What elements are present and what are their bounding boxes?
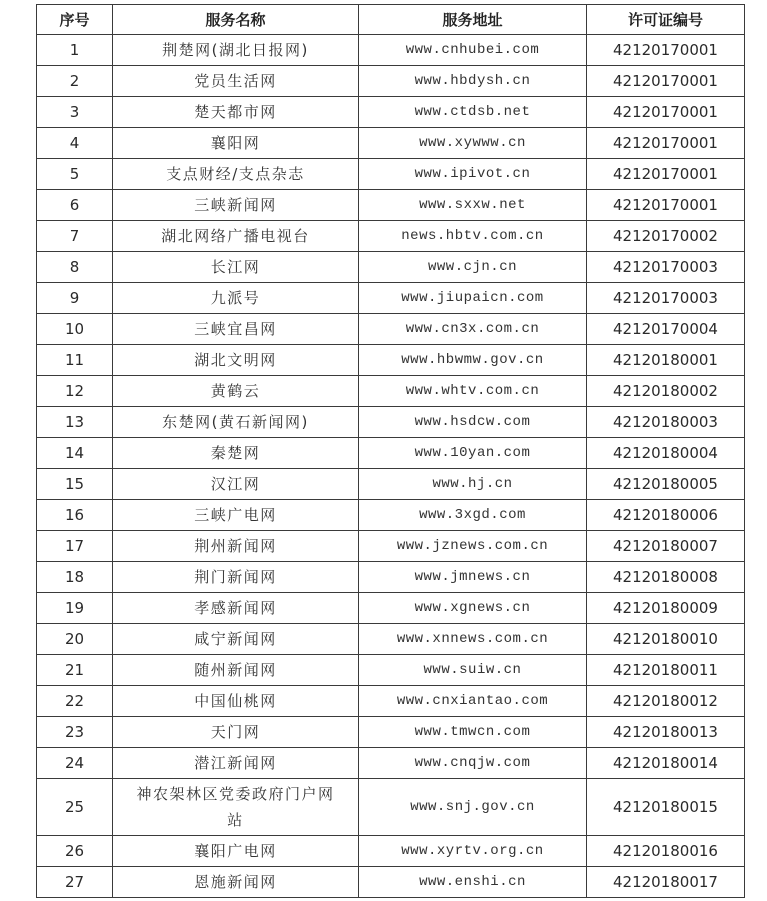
service-name-cell xyxy=(113,221,359,252)
header-service-name: 服务名称 xyxy=(113,5,359,35)
service-address-cell: www.xyrtv.org.cn xyxy=(359,836,587,867)
serial-cell: 5 xyxy=(37,159,113,190)
service-name-cell xyxy=(113,836,359,867)
service-address-cell: www.suiw.cn xyxy=(359,655,587,686)
table-row xyxy=(37,438,745,469)
service-license-table xyxy=(36,4,745,898)
table-row xyxy=(37,97,745,128)
license-number-cell: 42120170001 xyxy=(587,190,745,221)
service-name-text: 潜江新闻网 xyxy=(194,754,277,772)
serial-cell: 21 xyxy=(37,655,113,686)
service-address-cell: www.hj.cn xyxy=(359,469,587,500)
service-name-cell xyxy=(113,562,359,593)
service-name-cell xyxy=(113,128,359,159)
license-number-cell: 42120180011 xyxy=(587,655,745,686)
table-row xyxy=(37,867,745,898)
license-number-cell: 42120180005 xyxy=(587,469,745,500)
serial-cell: 4 xyxy=(37,128,113,159)
service-name-text: 荆楚网(湖北日报网) xyxy=(162,41,309,59)
license-number-cell: 42120180012 xyxy=(587,686,745,717)
serial-cell: 25 xyxy=(37,779,113,836)
service-address-cell: www.3xgd.com xyxy=(359,500,587,531)
service-address-cell: www.xnnews.com.cn xyxy=(359,624,587,655)
serial-cell: 3 xyxy=(37,97,113,128)
license-number-cell: 42120180016 xyxy=(587,836,745,867)
service-name-cell xyxy=(113,748,359,779)
service-name-cell xyxy=(113,593,359,624)
serial-cell: 2 xyxy=(37,66,113,97)
service-name-cell xyxy=(113,159,359,190)
table-row xyxy=(37,655,745,686)
service-name-text: 随州新闻网 xyxy=(194,661,277,679)
serial-cell: 11 xyxy=(37,345,113,376)
table-row xyxy=(37,469,745,500)
service-name-text: 楚天都市网 xyxy=(194,103,277,121)
serial-cell: 19 xyxy=(37,593,113,624)
service-address-cell: www.hbwmw.gov.cn xyxy=(359,345,587,376)
license-number-cell: 42120170001 xyxy=(587,66,745,97)
service-name-cell xyxy=(113,252,359,283)
service-name-text: 三峡宜昌网 xyxy=(194,320,277,338)
service-name-text: 中国仙桃网 xyxy=(194,692,277,710)
service-name-cell xyxy=(113,345,359,376)
serial-cell: 7 xyxy=(37,221,113,252)
table-row xyxy=(37,252,745,283)
table-row xyxy=(37,190,745,221)
service-name-text: 秦楚网 xyxy=(210,444,261,462)
service-address-cell: www.cnxiantao.com xyxy=(359,686,587,717)
table-row xyxy=(37,624,745,655)
table-row xyxy=(37,836,745,867)
service-address-cell: www.snj.gov.cn xyxy=(359,779,587,836)
service-name-text: 荆州新闻网 xyxy=(194,537,277,555)
service-address-cell: www.xgnews.cn xyxy=(359,593,587,624)
service-address-cell: www.hbdysh.cn xyxy=(359,66,587,97)
serial-cell: 6 xyxy=(37,190,113,221)
service-name-text: 神农架林区党委政府门户网站 xyxy=(136,785,335,829)
license-number-cell: 42120180002 xyxy=(587,376,745,407)
header-row xyxy=(37,5,745,35)
service-name-text: 党员生活网 xyxy=(194,72,277,90)
serial-cell: 15 xyxy=(37,469,113,500)
service-name-text: 支点财经/支点杂志 xyxy=(166,165,305,183)
serial-cell: 22 xyxy=(37,686,113,717)
service-address-cell: www.ctdsb.net xyxy=(359,97,587,128)
service-name-text: 襄阳广电网 xyxy=(194,842,277,860)
service-name-cell xyxy=(113,407,359,438)
table-row xyxy=(37,779,745,836)
service-name-text: 黄鹤云 xyxy=(210,382,261,400)
table-row xyxy=(37,500,745,531)
service-name-text: 恩施新闻网 xyxy=(194,873,277,891)
service-name-cell xyxy=(113,717,359,748)
service-name-text: 咸宁新闻网 xyxy=(194,630,277,648)
license-number-cell: 42120170003 xyxy=(587,283,745,314)
service-name-text: 东楚网(黄石新闻网) xyxy=(162,413,309,431)
serial-cell: 27 xyxy=(37,867,113,898)
serial-cell: 23 xyxy=(37,717,113,748)
table-row xyxy=(37,35,745,66)
service-name-text: 九派号 xyxy=(210,289,261,307)
service-name-text: 天门网 xyxy=(210,723,261,741)
service-name-text: 长江网 xyxy=(210,258,261,276)
license-number-cell: 42120180009 xyxy=(587,593,745,624)
table-row xyxy=(37,376,745,407)
license-number-cell: 42120180001 xyxy=(587,345,745,376)
service-name-cell xyxy=(113,686,359,717)
license-number-cell: 42120170001 xyxy=(587,97,745,128)
table-row xyxy=(37,407,745,438)
service-address-cell: www.jmnews.cn xyxy=(359,562,587,593)
service-name-cell xyxy=(113,314,359,345)
service-name-cell xyxy=(113,469,359,500)
table-row xyxy=(37,717,745,748)
license-number-cell: 42120180015 xyxy=(587,779,745,836)
service-address-cell: www.10yan.com xyxy=(359,438,587,469)
service-name-cell xyxy=(113,376,359,407)
table-row xyxy=(37,314,745,345)
license-number-cell: 42120170004 xyxy=(587,314,745,345)
license-number-cell: 42120180008 xyxy=(587,562,745,593)
service-name-cell xyxy=(113,35,359,66)
header-license-number: 许可证编号 xyxy=(587,5,745,35)
table-row xyxy=(37,686,745,717)
license-number-cell: 42120180013 xyxy=(587,717,745,748)
service-name-cell xyxy=(113,438,359,469)
service-name-text: 三峡新闻网 xyxy=(194,196,277,214)
service-name-text: 湖北文明网 xyxy=(194,351,277,369)
service-address-cell: www.xywww.cn xyxy=(359,128,587,159)
header-service-address: 服务地址 xyxy=(359,5,587,35)
service-name-cell xyxy=(113,867,359,898)
serial-cell: 24 xyxy=(37,748,113,779)
license-number-cell: 42120180017 xyxy=(587,867,745,898)
service-name-cell xyxy=(113,500,359,531)
service-name-text: 汉江网 xyxy=(210,475,261,493)
table-row xyxy=(37,562,745,593)
service-name-cell xyxy=(113,779,359,836)
license-number-cell: 42120180014 xyxy=(587,748,745,779)
service-name-cell xyxy=(113,66,359,97)
serial-cell: 18 xyxy=(37,562,113,593)
serial-cell: 26 xyxy=(37,836,113,867)
service-name-cell xyxy=(113,283,359,314)
service-name-text: 襄阳网 xyxy=(210,134,261,152)
service-address-cell: www.sxxw.net xyxy=(359,190,587,221)
serial-cell: 14 xyxy=(37,438,113,469)
table-row xyxy=(37,66,745,97)
serial-cell: 17 xyxy=(37,531,113,562)
serial-cell: 16 xyxy=(37,500,113,531)
table-row xyxy=(37,531,745,562)
license-number-cell: 42120180004 xyxy=(587,438,745,469)
table-row xyxy=(37,593,745,624)
license-number-cell: 42120170001 xyxy=(587,35,745,66)
service-address-cell: www.ipivot.cn xyxy=(359,159,587,190)
service-address-cell: www.cn3x.com.cn xyxy=(359,314,587,345)
serial-cell: 10 xyxy=(37,314,113,345)
service-address-cell: www.whtv.com.cn xyxy=(359,376,587,407)
service-address-cell: www.hsdcw.com xyxy=(359,407,587,438)
service-name-cell xyxy=(113,531,359,562)
serial-cell: 12 xyxy=(37,376,113,407)
table-row xyxy=(37,221,745,252)
service-name-cell xyxy=(113,97,359,128)
license-number-cell: 42120180007 xyxy=(587,531,745,562)
service-name-text: 湖北网络广播电视台 xyxy=(161,227,310,245)
service-name-cell xyxy=(113,190,359,221)
serial-cell: 8 xyxy=(37,252,113,283)
serial-cell: 20 xyxy=(37,624,113,655)
service-address-cell: www.cnqjw.com xyxy=(359,748,587,779)
license-number-cell: 42120170002 xyxy=(587,221,745,252)
service-name-cell xyxy=(113,624,359,655)
table-row xyxy=(37,159,745,190)
license-number-cell: 42120180006 xyxy=(587,500,745,531)
service-name-text: 三峡广电网 xyxy=(194,506,277,524)
license-number-cell: 42120180010 xyxy=(587,624,745,655)
serial-cell: 9 xyxy=(37,283,113,314)
table-row xyxy=(37,748,745,779)
serial-cell: 1 xyxy=(37,35,113,66)
service-name-text: 孝感新闻网 xyxy=(194,599,277,617)
table-row xyxy=(37,128,745,159)
license-number-cell: 42120170003 xyxy=(587,252,745,283)
service-address-cell: www.cnhubei.com xyxy=(359,35,587,66)
serial-cell: 13 xyxy=(37,407,113,438)
table-row xyxy=(37,283,745,314)
service-name-text: 荆门新闻网 xyxy=(194,568,277,586)
service-address-cell: news.hbtv.com.cn xyxy=(359,221,587,252)
service-address-cell: www.cjn.cn xyxy=(359,252,587,283)
license-number-cell: 42120170001 xyxy=(587,159,745,190)
license-number-cell: 42120170001 xyxy=(587,128,745,159)
service-address-cell: www.jiupaicn.com xyxy=(359,283,587,314)
table-row xyxy=(37,345,745,376)
license-number-cell: 42120180003 xyxy=(587,407,745,438)
service-address-cell: www.enshi.cn xyxy=(359,867,587,898)
service-address-cell: www.jznews.com.cn xyxy=(359,531,587,562)
service-name-cell xyxy=(113,655,359,686)
service-address-cell: www.tmwcn.com xyxy=(359,717,587,748)
header-serial: 序号 xyxy=(37,5,113,35)
